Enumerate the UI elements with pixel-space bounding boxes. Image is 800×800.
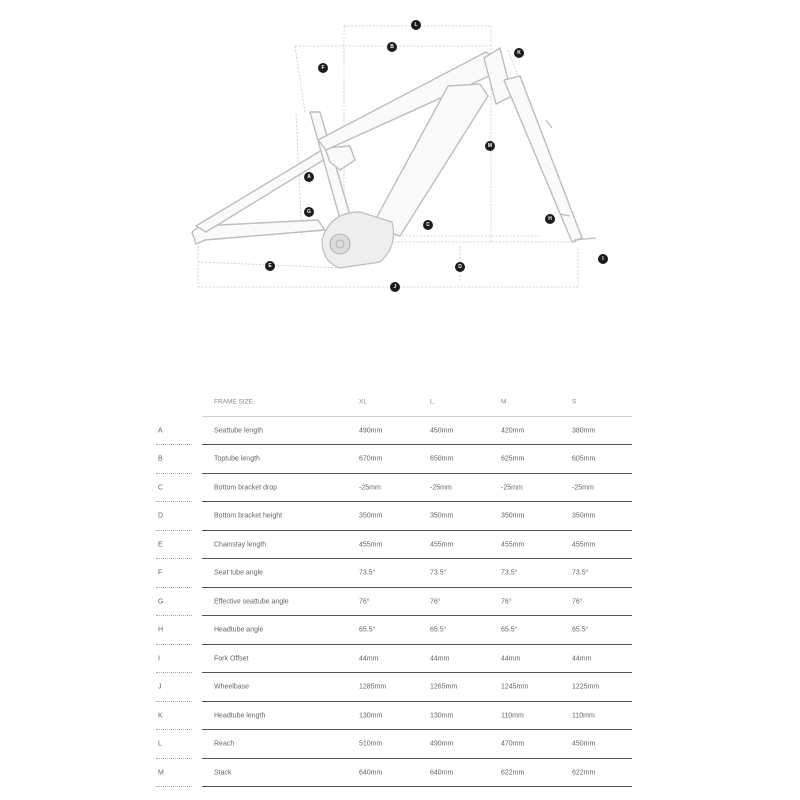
svg-text:K: K [517, 50, 521, 56]
row-letter: A [158, 427, 163, 435]
row-value: 1285mm [359, 683, 387, 691]
row-value: 1265mm [430, 683, 458, 691]
svg-text:L: L [414, 22, 418, 28]
row-value: 130mm [430, 712, 454, 720]
row-value: 130mm [359, 712, 383, 720]
row-value: 650mm [430, 455, 454, 463]
row-value: -25mm [501, 484, 523, 492]
row-measurement-name: Bottom bracket drop [214, 484, 278, 492]
svg-text:M: M [487, 143, 493, 149]
marker-H [545, 214, 555, 224]
row-value: 640mm [359, 769, 383, 777]
header-frame-size: FRAME SIZE [214, 398, 254, 406]
svg-text:B: B [390, 44, 394, 50]
marker-C [423, 220, 433, 230]
svg-text:C: C [426, 222, 430, 228]
row-letter: C [158, 484, 164, 492]
row-value: 73.5° [572, 569, 589, 577]
table-row [156, 616, 632, 645]
marker-I [598, 254, 608, 264]
row-measurement-name: Toptube length [214, 455, 260, 463]
row-measurement-name: Reach [214, 740, 235, 748]
row-value: 380mm [572, 427, 596, 435]
row-letter: L [158, 740, 162, 748]
svg-text:F: F [321, 65, 325, 71]
bike-frame [192, 48, 596, 268]
svg-text:G: G [307, 209, 311, 215]
svg-text:E: E [268, 263, 272, 269]
row-value: 76° [359, 598, 370, 606]
row-value: 350mm [572, 512, 596, 520]
row-value: 455mm [359, 541, 383, 549]
row-value: 65.5° [572, 626, 589, 634]
geometry-table [156, 388, 632, 787]
svg-text:I: I [602, 256, 604, 262]
row-measurement-name: Seattube length [214, 427, 264, 435]
row-value: 76° [430, 598, 441, 606]
marker-D [455, 262, 465, 272]
header-size-l: L [430, 398, 434, 406]
marker-G [304, 207, 314, 217]
row-measurement-name: Headtube length [214, 712, 266, 720]
row-value: 450mm [572, 740, 596, 748]
header-size-xl: XL [359, 398, 367, 406]
row-value: 76° [572, 598, 583, 606]
row-value: 350mm [501, 512, 525, 520]
row-value: 670mm [359, 455, 383, 463]
svg-text:H: H [548, 216, 552, 222]
row-letter: D [158, 512, 164, 520]
marker-J [390, 282, 400, 292]
row-value: 1225mm [572, 683, 600, 691]
row-value: 350mm [359, 512, 383, 520]
row-letter: K [158, 712, 163, 720]
row-value: 44mm [359, 655, 379, 663]
row-value: 44mm [501, 655, 521, 663]
row-letter: H [158, 626, 164, 634]
table-row [156, 730, 632, 759]
row-measurement-name: Chainstay length [214, 541, 267, 549]
row-value: 470mm [501, 740, 525, 748]
row-value: 65.5° [359, 626, 376, 634]
row-letter: F [158, 569, 163, 577]
row-value: 490mm [359, 427, 383, 435]
table-row [156, 474, 632, 503]
row-value: 455mm [430, 541, 454, 549]
row-letter: I [158, 655, 160, 663]
row-divider [202, 786, 632, 787]
svg-text:J: J [393, 284, 397, 290]
row-value: 455mm [501, 541, 525, 549]
table-row [156, 645, 632, 674]
row-measurement-name: Effective seattube angle [214, 598, 289, 606]
geometry-diagram [0, 0, 800, 310]
row-value: 350mm [430, 512, 454, 520]
marker-B [387, 42, 397, 52]
table-row [156, 531, 632, 560]
row-measurement-name: Headtube angle [214, 626, 264, 634]
row-letter: J [158, 683, 162, 691]
row-value: 420mm [501, 427, 525, 435]
row-value: 622mm [572, 769, 596, 777]
table-row [156, 502, 632, 531]
marker-M [485, 141, 495, 151]
row-value: 510mm [359, 740, 383, 748]
svg-text:D: D [458, 264, 462, 270]
header-size-m: M [501, 398, 507, 406]
table-row [156, 588, 632, 617]
row-value: -25mm [572, 484, 594, 492]
table-header-row [156, 388, 632, 417]
table-row [156, 445, 632, 474]
marker-K [514, 48, 524, 58]
row-letter-underline [156, 786, 192, 787]
row-value: 65.5° [430, 626, 447, 634]
row-value: 73.5° [430, 569, 447, 577]
row-measurement-name: Stack [214, 769, 232, 777]
row-measurement-name: Bottom bracket height [214, 512, 283, 520]
row-letter: M [158, 769, 164, 777]
marker-A [304, 172, 314, 182]
table-row [156, 673, 632, 702]
row-value: 605mm [572, 455, 596, 463]
table-row [156, 702, 632, 731]
header-size-s: S [572, 398, 577, 406]
marker-F [318, 63, 328, 73]
row-value: 73.5° [359, 569, 376, 577]
row-value: 76° [501, 598, 512, 606]
row-value: 640mm [430, 769, 454, 777]
table-row [156, 759, 632, 788]
row-value: -25mm [359, 484, 381, 492]
row-measurement-name: Fork Offset [214, 655, 249, 663]
row-value: 110mm [501, 712, 524, 720]
marker-L [411, 20, 421, 30]
row-value: 622mm [501, 769, 525, 777]
marker-E [265, 261, 275, 271]
row-value: 450mm [430, 427, 454, 435]
row-value: 44mm [430, 655, 450, 663]
row-value: 1245mm [501, 683, 529, 691]
row-measurement-name: Wheelbase [214, 683, 250, 691]
row-value: 73.5° [501, 569, 518, 577]
table-row [156, 559, 632, 588]
row-letter: B [158, 455, 163, 463]
row-value: 65.5° [501, 626, 518, 634]
table-row [156, 417, 632, 446]
row-letter: E [158, 541, 163, 549]
row-value: -25mm [430, 484, 452, 492]
row-value: 625mm [501, 455, 525, 463]
row-value: 110mm [572, 712, 595, 720]
row-measurement-name: Seat tube angle [214, 569, 264, 577]
svg-text:A: A [307, 174, 311, 180]
row-letter: G [158, 598, 164, 606]
row-value: 490mm [430, 740, 454, 748]
row-value: 455mm [572, 541, 596, 549]
row-value: 44mm [572, 655, 592, 663]
